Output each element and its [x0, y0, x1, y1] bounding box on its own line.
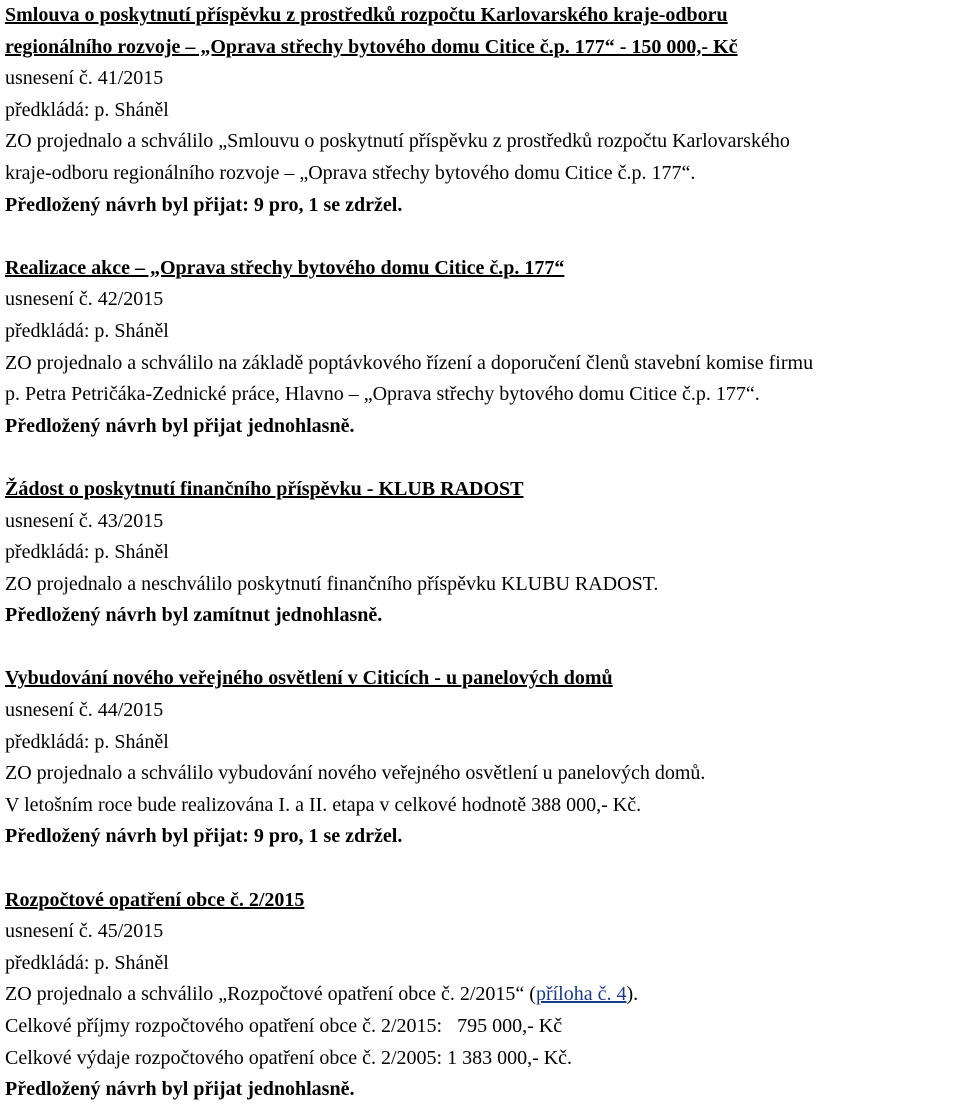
attachment-link[interactable]: příloha č. 4	[535, 983, 627, 1006]
resolution-number: usnesení č. 45/2015	[5, 920, 164, 943]
spacer	[5, 632, 960, 664]
section-street-lighting	[5, 663, 960, 853]
body-text: ZO projednalo a schválilo „Smlouvu o poskytnutí příspěvku z prostředků rozpočtu Karlovarského	[5, 130, 790, 153]
section-title: Vybudování nového veřejného osvětlení v Citicích - u panelových domů	[5, 667, 613, 690]
resolution-number: usnesení č. 43/2015	[5, 509, 164, 532]
presenter: předkládá: p. Sháněl	[5, 319, 169, 342]
section-contract-subsidy	[5, 0, 960, 221]
resolution-number: usnesení č. 41/2015	[5, 67, 164, 90]
income-total: Celkové příjmy rozpočtového opatření obce č. 2/2015: 795 000,- Kč	[5, 1015, 563, 1037]
spacer	[5, 221, 960, 253]
body-text: kraje-odboru regionálního rozvoje – „Oprava střechy bytového domu Citice č.p. 177“.	[5, 161, 696, 184]
presenter: předkládá: p. Sháněl	[5, 730, 169, 753]
spacer	[5, 853, 960, 885]
resolution-number: usnesení č. 42/2015	[5, 288, 164, 311]
section-club-radost	[5, 474, 960, 632]
vote-result: Předložený návrh byl přijat: 9 pro, 1 se zdržel.	[5, 825, 403, 848]
body-text: ZO projednalo a schválilo vybudování nového veřejného osvětlení u panelových domů.	[5, 762, 706, 785]
body-text: V letošním roce bude realizována I. a II. etapa v celkové hodnotě 388 000,- Kč.	[5, 793, 642, 816]
body-text: ZO projednalo a schválilo na základě poptávkového řízení a doporučení členů stavební komise firmu	[5, 351, 814, 374]
body-text-suffix: ).	[626, 983, 639, 1006]
body-text: p. Petra Petričáka-Zednické práce, Hlavno – „Oprava střechy bytového domu Citice č.p. 177“.	[5, 383, 760, 406]
resolution-number: usnesení č. 44/2015	[5, 699, 164, 722]
section-title: regionálního rozvoje – „Oprava střechy bytového domu Citice č.p. 177“ - 150 000,- Kč	[5, 35, 738, 58]
body-text: ZO projednalo a neschválilo poskytnutí finančního příspěvku KLUBU RADOST.	[5, 572, 659, 595]
presenter: předkládá: p. Sháněl	[5, 541, 169, 564]
section-title: Rozpočtové opatření obce č. 2/2015	[5, 888, 305, 911]
section-roof-realization	[5, 253, 960, 443]
expense-total: Celkové výdaje rozpočtového opatření obce č. 2/2005: 1 383 000,- Kč.	[5, 1046, 573, 1069]
presenter: předkládá: p. Sháněl	[5, 951, 169, 974]
vote-result: Předložený návrh byl zamítnut jednohlasně.	[5, 604, 383, 627]
section-title: Žádost o poskytnutí finančního příspěvku - KLUB RADOST	[5, 477, 524, 500]
body-text-prefix: ZO projednalo a schválilo „Rozpočtové opatření obce č. 2/2015“ (	[5, 983, 536, 1006]
spacer	[5, 442, 960, 474]
section-title: Smlouva o poskytnutí příspěvku z prostředků rozpočtu Karlovarského kraje-odboru	[5, 4, 728, 26]
section-budget-measure	[5, 885, 960, 1106]
section-title: Realizace akce – „Oprava střechy bytového domu Citice č.p. 177“	[5, 256, 565, 279]
body-text	[5, 979, 960, 1011]
vote-result: Předložený návrh byl přijat jednohlasně.	[5, 414, 355, 437]
presenter: předkládá: p. Sháněl	[5, 98, 169, 121]
vote-result: Předložený návrh byl přijat: 9 pro, 1 se zdržel.	[5, 193, 403, 216]
vote-result: Předložený návrh byl přijat jednohlasně.	[5, 1078, 355, 1101]
